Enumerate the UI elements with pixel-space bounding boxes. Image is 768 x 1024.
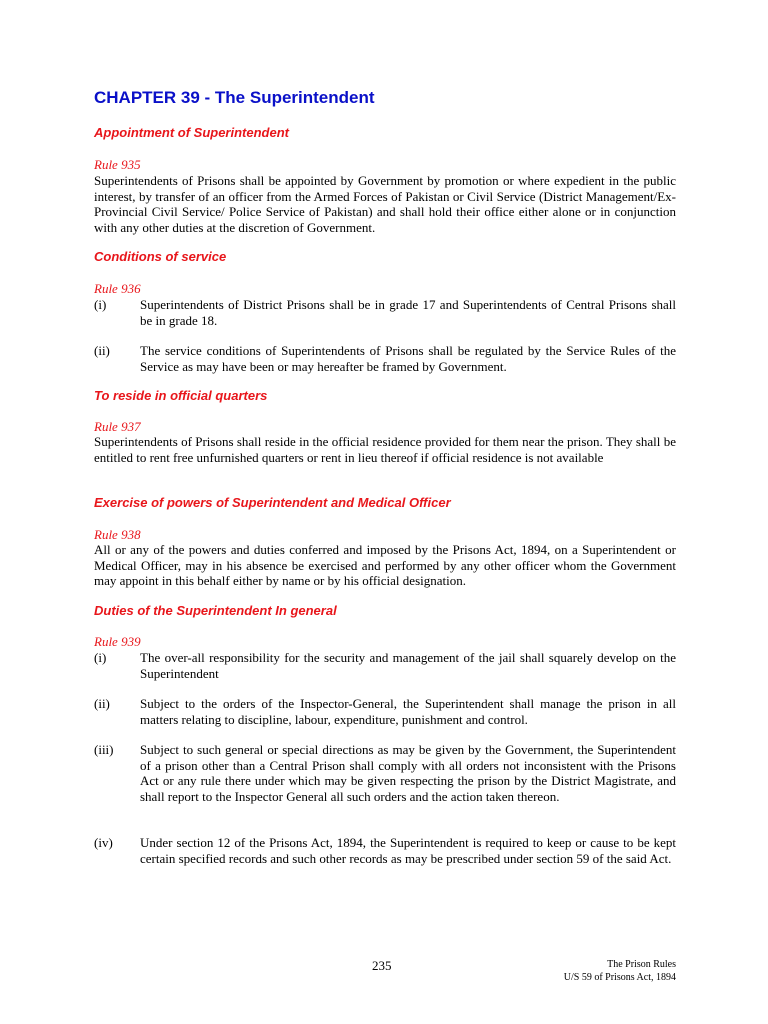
item-text: Subject to such general or special directions as may be given by the Government, the Superintendent of a prison other than a Central Prison shall comply with all orders not inconsistent with the Prisons Act or any rule there under which may be given respecting the prison by the District Magistrate, and shall report to the Inspector General all such orders and the action taken thereon. xyxy=(140,742,676,804)
rule-label: Rule 939 xyxy=(94,634,141,649)
rule-text: Superintendents of Prisons shall reside in the official residence provided for them near the prison. They shall be entitled to rent free unfurnished quarters or rent in lieu thereof if official residence is not available xyxy=(94,434,676,465)
rule-text: Superintendents of Prisons shall be appointed by Government by promotion or where expedient in the public interest, by transfer of an officer from the Armed Forces of Pakistan or Civil Service (District Management/Ex-Provincial Civil Service/ Police Service of Pakistan) and shall hold their office either alone or in conjunction with any other duties at the discretion of Government. xyxy=(94,173,676,235)
item-text: Superintendents of District Prisons shall be in grade 17 and Superintendents of Central Prisons shall be in grade 18. xyxy=(140,297,676,328)
page-number: 235 xyxy=(372,958,392,973)
item-number: (i) xyxy=(94,297,107,312)
item-number: (ii) xyxy=(94,696,110,711)
footer-title: The Prison Rules xyxy=(607,959,676,970)
footer-subtitle: U/S 59 of Prisons Act, 1894 xyxy=(563,972,676,983)
rule-label: Rule 936 xyxy=(94,281,141,296)
section-heading: Conditions of service xyxy=(94,249,227,264)
rule-label: Rule 937 xyxy=(94,419,141,434)
section-heading: Exercise of powers of Superintendent and Medical Officer xyxy=(94,495,451,510)
rule-label: Rule 938 xyxy=(94,527,141,542)
rule-label: Rule 935 xyxy=(94,157,141,172)
item-text: The over-all responsibility for the security and management of the jail shall squarely develop on the Superintendent xyxy=(140,650,676,681)
section-heading: Duties of the Superintendent In general xyxy=(94,603,337,618)
item-number: (i) xyxy=(94,650,107,665)
item-text: Subject to the orders of the Inspector-General, the Superintendent shall manage the prison in all matters relating to discipline, labour, expenditure, punishment and control. xyxy=(140,696,676,727)
chapter-title: CHAPTER 39 - The Superintendent xyxy=(94,88,375,107)
footer xyxy=(564,958,676,984)
item-number: (iv) xyxy=(94,835,113,850)
rule-text: All or any of the powers and duties conferred and imposed by the Prisons Act, 1894, on a Superintendent or Medical Officer, may in his absence be exercised and performed by any other officer whom the Government may appoint in this behalf either by name or by his official designation. xyxy=(94,542,676,588)
item-number: (ii) xyxy=(94,343,110,358)
section-heading: Appointment of Superintendent xyxy=(94,125,289,140)
item-text: The service conditions of Superintendents of Prisons shall be regulated by the Service Rules of the Service as may have been or may hereafter be framed by Government. xyxy=(140,343,676,374)
item-number: (iii) xyxy=(94,742,114,757)
item-text: Under section 12 of the Prisons Act, 1894, the Superintendent is required to keep or cause to be kept certain specified records and such other records as may be prescribed under section 59 of the said Act. xyxy=(140,835,676,866)
section-heading: To reside in official quarters xyxy=(94,388,268,403)
